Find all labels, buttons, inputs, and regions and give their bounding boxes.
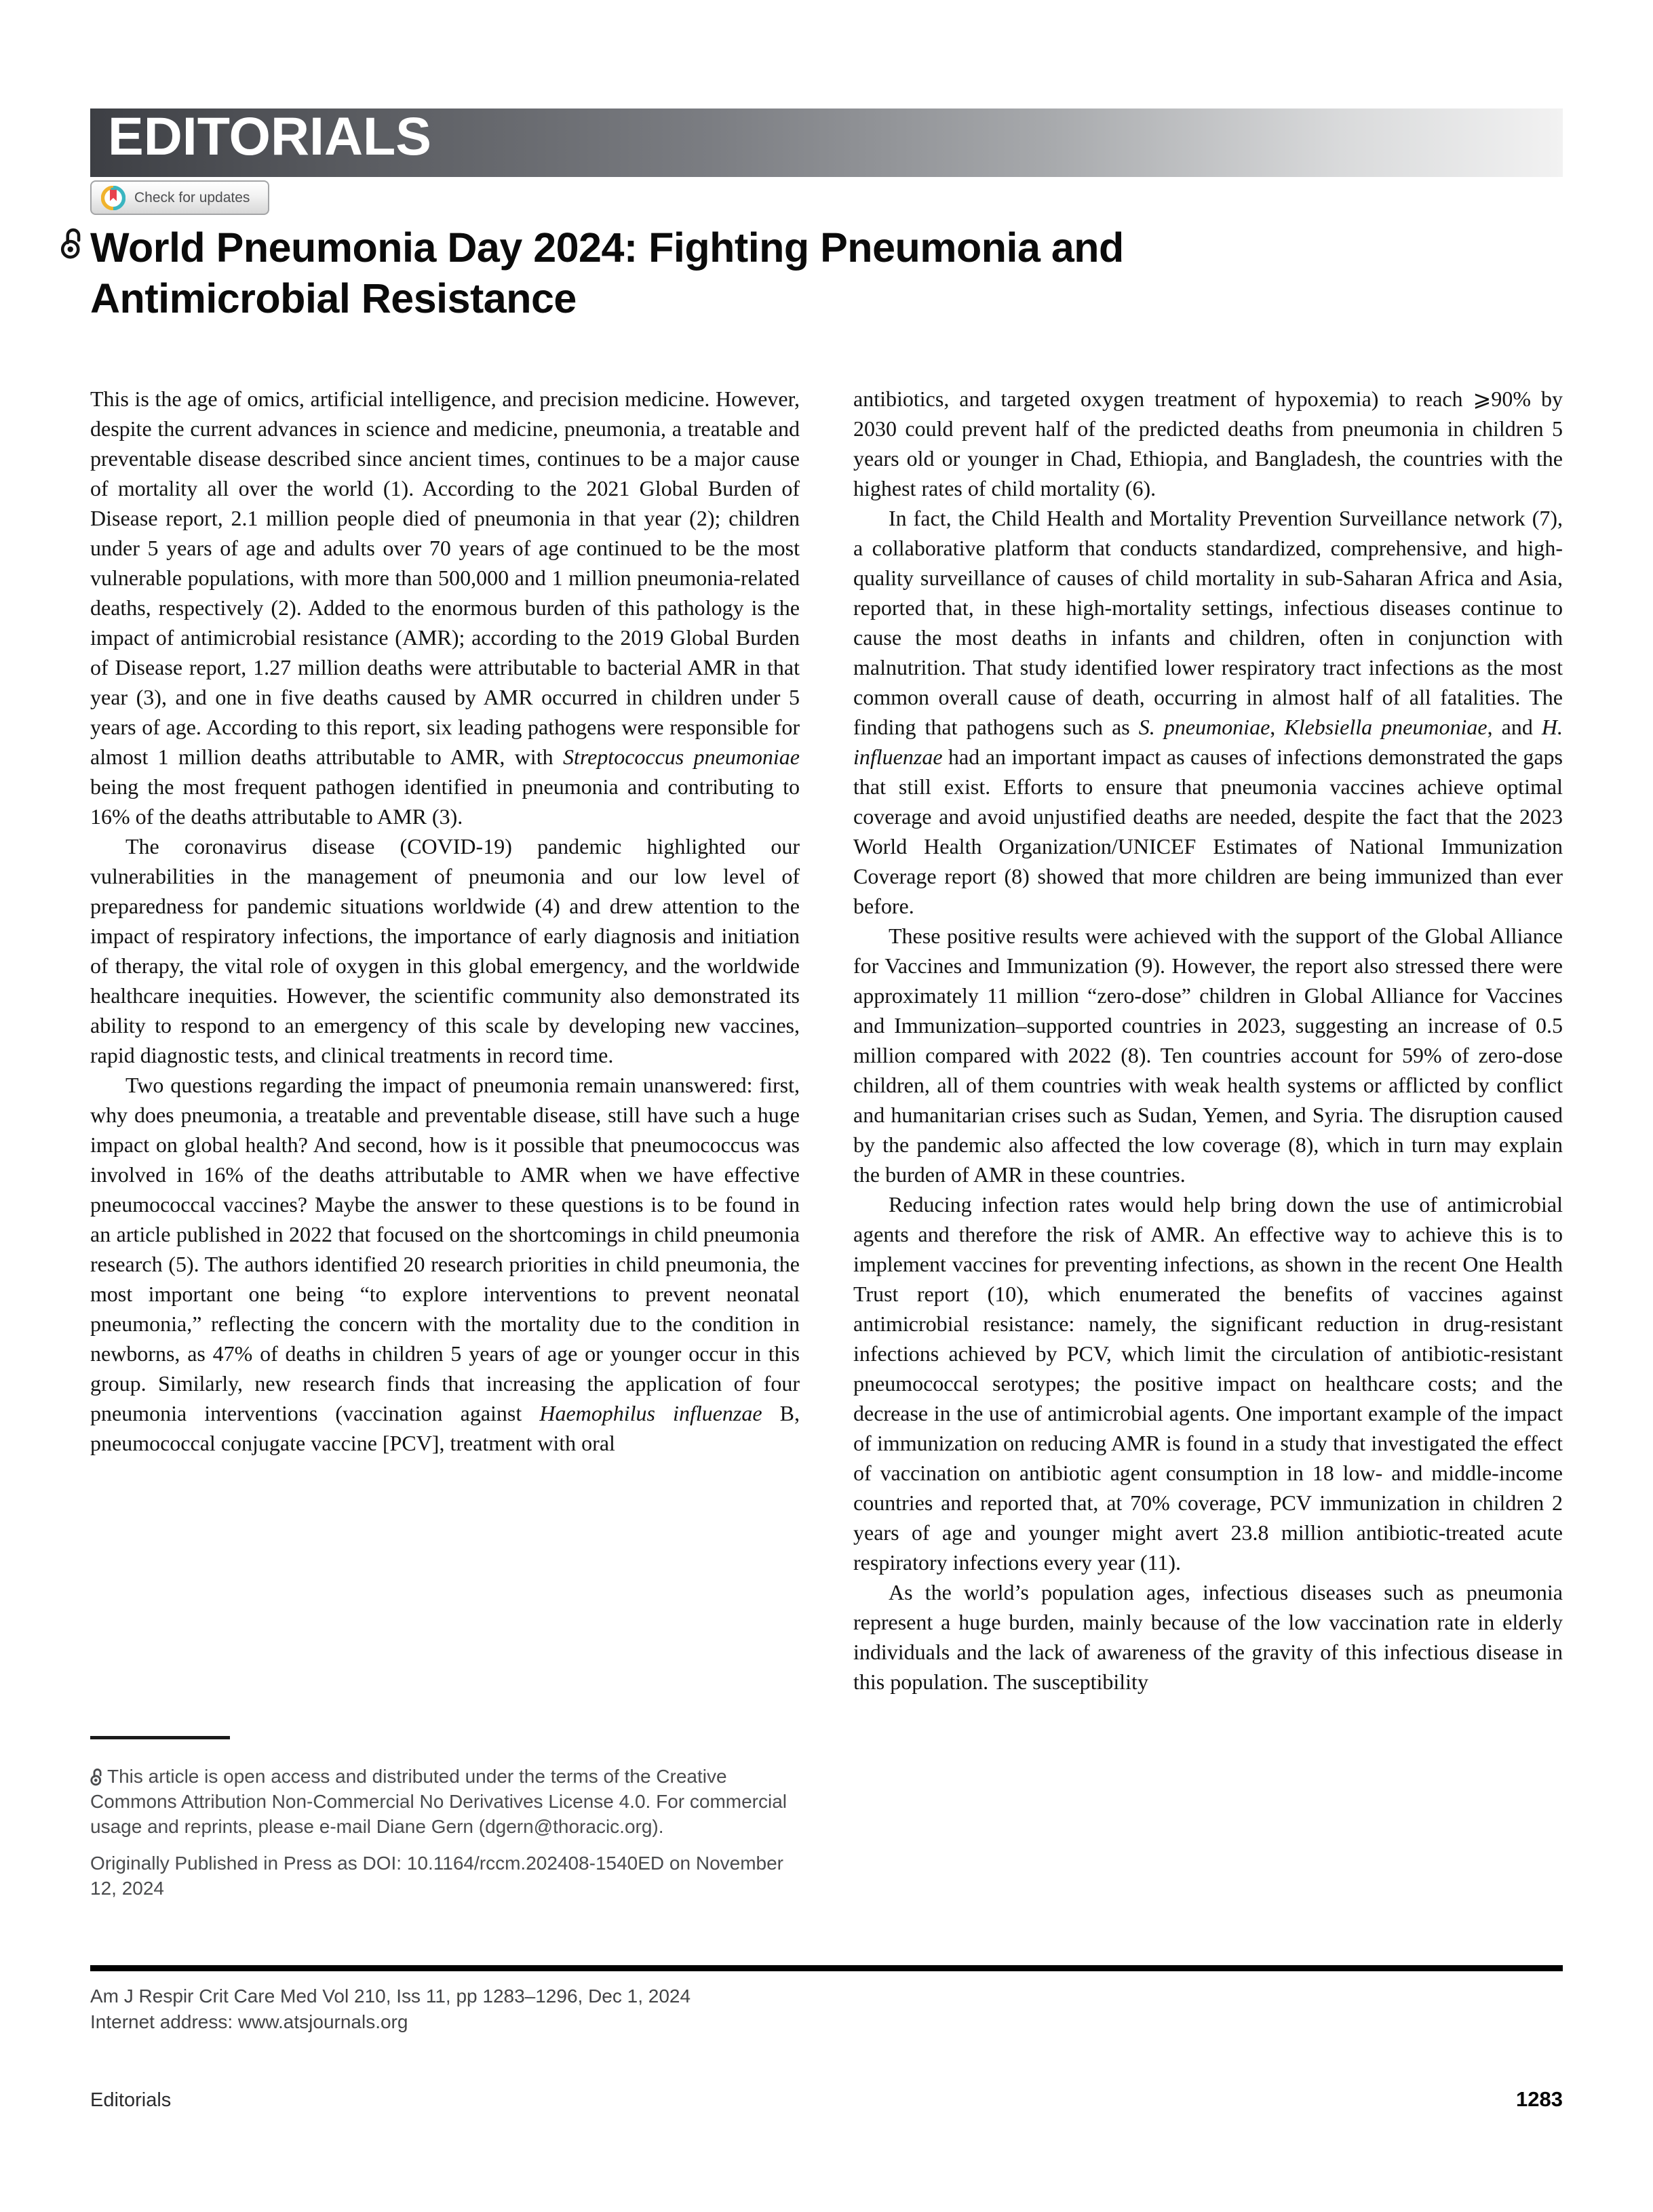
body-paragraph: As the world’s population ages, infectious diseases such as pneumonia represent a huge burden, mainly because of the low vaccination rate in elderly individuals and the lack of awareness of the gravity of this infectious disease in this population. The susceptibility bbox=[853, 1580, 1563, 1694]
open-access-icon bbox=[60, 226, 83, 260]
internet-address: Internet address: www.atsjournals.org bbox=[90, 2011, 408, 2032]
check-for-updates-badge[interactable] bbox=[90, 180, 269, 215]
body-paragraph: The coronavirus disease (COVID-19) pandemic highlighted our vulnerabilities in the management of pneumonia and our low level of preparedness for pandemic situations worldwide (4) and drew attention to the impact of respiratory infections, the importance of early diagnosis and initiation of therapy, the vital role of oxygen in this global emergency, and the worldwide healthcare inequities. However, the scientific community also demonstrated its ability to respond to an emergency of this scale by developing new vaccines, rapid diagnostic tests, and clinical treatments in record time. bbox=[90, 834, 800, 1067]
published-note bbox=[90, 1851, 799, 1901]
published-text: Originally Published in Press as DOI: 10.1164/rccm.202408-1540ED on November 12, 2024 bbox=[90, 1853, 783, 1899]
license-note bbox=[90, 1764, 799, 1839]
body-paragraph: These positive results were achieved with the support of the Global Alliance for Vaccines and Immunization (9). However, the report also stressed there were approximately 11 million “zero-dose” children in Global Alliance for Vaccines and Immunization–supported countries in 2023, suggesting an increase of 0.5 million compared with 2022 (8). Ten countries account for 59% of zero-dose children, all of them countries with weak health systems or afflicted by conflict and humanitarian crises such as Sudan, Yemen, and Syria. The disruption caused by the pandemic also affected the low coverage (8), which in turn may explain the burden of AMR in these countries. bbox=[853, 924, 1563, 1187]
article-title: World Pneumonia Day 2024: Fighting Pneumonia and Antimicrobial Resistance bbox=[90, 224, 1124, 321]
article-title-block bbox=[90, 222, 1325, 324]
bottom-row bbox=[90, 2087, 1563, 2112]
banner-title: EDITORIALS bbox=[108, 106, 431, 166]
body-paragraph: This is the age of omics, artificial intelligence, and precision medicine. However, despite the current advances in science and medicine, pneumonia, a treatable and preventable disease described since ancient times, continues to be a major cause of mortality all over the world (1). According to the 2021 Global Burden of Disease report, 2.1 million people died of pneumonia in that year (2); children under 5 years of age and adults over 70 years of age continued to be the most vulnerable populations, with more than 500,000 and 1 million pneumonia-related deaths, respectively (2). Added to the enormous burden of this pathology is the impact of antimicrobial resistance (AMR); according to the 2019 Global Burden of Disease report, 1.27 million deaths were attributable to bacterial AMR in that year (3), and one in five deaths caused by AMR occurred in children under 5 years of age. According to this report, six leading pathogens were responsible for almost 1 million deaths attributable to AMR, with Streptococcus pneumoniae being the most frequent pathogen identified in pneumonia and contributing to 16% of the deaths attributable to AMR (3). bbox=[90, 387, 800, 829]
body-paragraph: In fact, the Child Health and Mortality Prevention Surveillance network (7), a collaborative platform that conducts standardized, comprehensive, and high-quality surveillance of causes of child mortality in sub-Saharan Africa and Asia, reported that, in these high-mortality settings, infectious diseases continue to cause the most deaths in infants and children, often in conjunction with malnutrition. That study identified lower respiratory tract infections as the most common overall cause of death, occurring in almost half of all fatalities. The finding that pathogens such as S. pneumoniae, Klebsiella pneumoniae, and H. influenzae had an important impact as causes of infections demonstrated the gaps that still exist. Efforts to ensure that pneumonia vaccines achieve optimal coverage and avoid unjustified deaths are needed, despite the fact that the 2023 World Health Organization/UNICEF Estimates of National Immunization Coverage report (8) showed that more children are being immunized than ever before. bbox=[853, 506, 1563, 918]
editorials-banner bbox=[90, 108, 1563, 177]
footer-rule bbox=[90, 1965, 1563, 1971]
body-paragraph: Reducing infection rates would help bring down the use of antimicrobial agents and therefore the risk of AMR. An effective way to achieve this is to implement vaccines for preventing infections, as shown in the recent One Health Trust report (10), which enumerated the benefits of vaccines against antimicrobial resistance: namely, the significant reduction in drug-resistant infections achieved by PCV, which limit the circulation of antibiotic-resistant pneumococcal serotypes; the positive impact on healthcare costs; and the decrease in the use of antimicrobial agents. One important example of the impact of immunization on reducing AMR is found in a study that investigated the effect of vaccination on antibiotic agent consumption in 18 low- and middle-income countries and reported that, at 70% coverage, PCV immunization in children 2 years of age and younger might avert 23.8 million antibiotic-treated acute respiratory infections every year (11). bbox=[853, 1192, 1563, 1575]
check-for-updates-label: Check for updates bbox=[134, 189, 250, 205]
footnote-rule bbox=[90, 1736, 230, 1739]
journal-citation: Am J Respir Crit Care Med Vol 210, Iss 11, pp 1283–1296, Dec 1, 2024 bbox=[90, 1986, 691, 2007]
page-number: 1283 bbox=[1516, 2087, 1563, 2111]
body-paragraph: antibiotics, and targeted oxygen treatment of hypoxemia) to reach ⩾90% by 2030 could prevent half of the predicted deaths from pneumonia in children 5 years old or younger in Chad, Ethiopia, and Bangladesh, the countries with the highest rates of child mortality (6). bbox=[853, 387, 1563, 500]
article-body bbox=[90, 384, 1563, 1697]
footnote-block bbox=[90, 1736, 799, 1901]
section-label: Editorials bbox=[90, 2089, 172, 2111]
right-column bbox=[853, 384, 1563, 1697]
open-access-icon-small bbox=[90, 1767, 103, 1786]
crossmark-icon bbox=[101, 186, 125, 210]
left-column bbox=[90, 384, 800, 1697]
footer-citation-block bbox=[90, 1983, 691, 2035]
license-text: This article is open access and distributed under the terms of the Creative Commons Attribution Non-Commercial No Derivatives License 4.0. For commercial usage and reprints, please e-mail Diane Gern (dgern@thoracic.org). bbox=[90, 1766, 787, 1837]
body-paragraph: Two questions regarding the impact of pneumonia remain unanswered: first, why does pneumonia, a treatable and preventable disease, still have such a huge impact on global health? And second, how is it possible that pneumococcus was involved in 16% of the deaths attributable to AMR when we have effective pneumococcal vaccines? Maybe the answer to these questions is to be found in an article published in 2022 that focused on the shortcomings in child pneumonia research (5). The authors identified 20 research priorities in child pneumonia, the most important one being “to explore interventions to prevent neonatal pneumonia,” reflecting the concern with the mortality due to the condition in newborns, as 47% of deaths in children 5 years of age or younger occur in this group. Similarly, new research finds that increasing the application of four pneumonia interventions (vaccination against Haemophilus influenzae B, pneumococcal conjugate vaccine [PCV], treatment with oral bbox=[90, 1073, 800, 1455]
